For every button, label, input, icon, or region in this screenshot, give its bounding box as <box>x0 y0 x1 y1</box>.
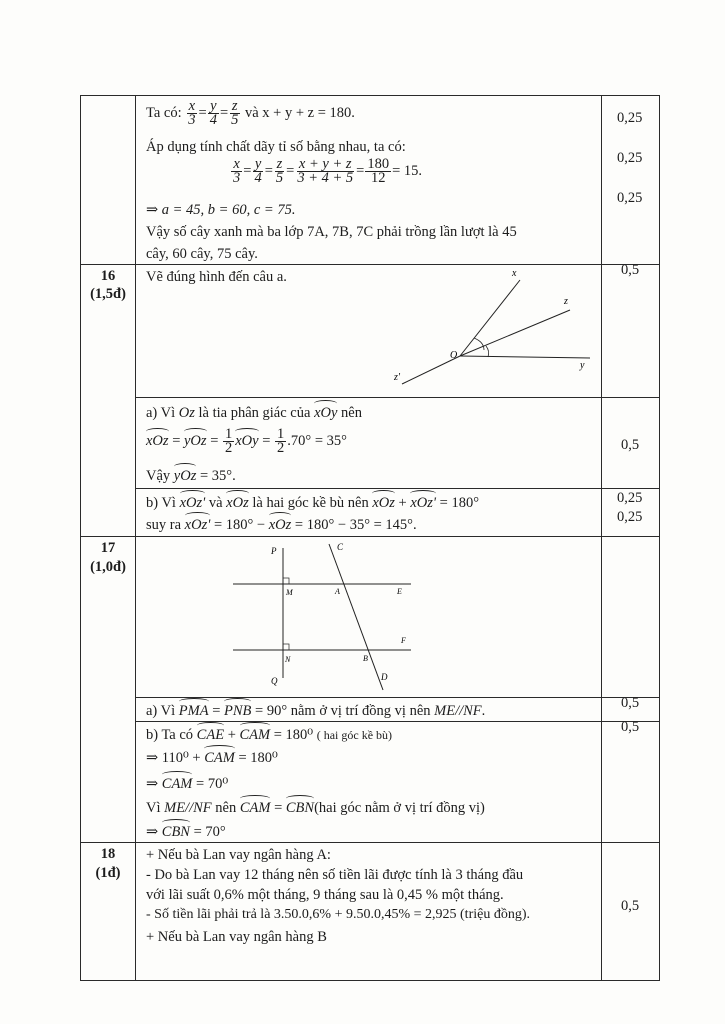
r15-score-2: 0,25 <box>617 150 643 166</box>
q16-intro: Vẽ đúng hình đến câu a. <box>146 269 287 285</box>
q16b-line2: suy ra xOz' = 180° − xOz = 180° − 35° = 145°. <box>146 517 417 533</box>
label-o: O <box>450 350 458 361</box>
r15-line3: $\frac{x}{3}$ = $\frac{y}{4}$ = $\frac{z}{5}$ = $\frac{x + y + z}{3 + 4 + 5}$ = $\frac{180}{12}$ = 15. <box>233 156 423 186</box>
r15-line1: Ta có: $\frac{x}{3}$ = $\frac{y}{4}$ = $\frac{z}{5}$ và x + y + z = 180. <box>146 98 355 128</box>
r15-line4: ⇒ a = 45, b = 60, c = 75. <box>146 202 296 218</box>
q17b-line4: Vì ME//NF nên CAM = CBN(hai góc nằm ở vị trí đồng vị) <box>146 800 485 816</box>
q17-number: 17 <box>100 540 116 556</box>
q16b-score-2: 0,25 <box>617 509 643 525</box>
label-a: A <box>335 587 340 596</box>
label-m: M <box>286 588 293 597</box>
row-divider-16b <box>135 488 660 489</box>
r15-line2: Áp dụng tính chất dãy tỉ số bằng nhau, ta có: <box>146 139 406 155</box>
q18-number: 18 <box>100 846 116 862</box>
q16a-line1: a) Vì Oz là tia phân giác của xOy nên <box>146 405 362 421</box>
frac-x-3: $\frac{x}{3}$ <box>188 98 196 128</box>
q17b-line1: b) Ta có CAE + CAM = 180⁰ ( hai góc kề bù) <box>146 727 393 743</box>
table-border-bottom <box>80 980 660 981</box>
q18-line5: + Nếu bà Lan vay ngân hàng B <box>146 929 327 945</box>
label-n: N <box>285 655 291 664</box>
q17a-line: a) Vì PMA = PNB = 90° nằm ở vị trí đồng vị nên ME//NF. <box>146 703 486 719</box>
table-col-divider-1 <box>135 95 136 981</box>
right-angle-m <box>283 578 289 584</box>
row-divider-18 <box>80 842 660 843</box>
row-divider-16a <box>135 397 660 398</box>
q16-intro-score: 0,5 <box>621 262 640 278</box>
table-border-top <box>80 95 660 96</box>
r15-score-1: 0,25 <box>617 110 643 126</box>
frac-180-12: $\frac{180}{12}$ <box>367 156 390 186</box>
label-z: z <box>564 296 568 307</box>
line-cd <box>329 544 383 690</box>
q18-score: 0,5 <box>621 898 640 914</box>
label-b: B <box>363 654 368 663</box>
q17b-line5: ⇒ CBN = 70° <box>146 824 226 840</box>
q18-line1: + Nếu bà Lan vay ngân hàng A: <box>146 847 331 863</box>
q16a-score: 0,5 <box>621 437 640 453</box>
q18-line2: - Do bà Lan vay 12 tháng nên số tiền lãi được tính là 3 tháng đầu <box>146 867 524 883</box>
label-y: y <box>580 360 585 371</box>
row-divider-17 <box>80 536 660 537</box>
q18-line3: với lãi suất 0,6% một tháng, 9 tháng sau là 0,45 % một tháng. <box>146 887 504 903</box>
right-angle-n <box>283 644 289 650</box>
ray-ox <box>460 280 520 356</box>
row-divider-17a <box>135 697 660 698</box>
q16b-score-1: 0,25 <box>617 490 643 506</box>
q17a-score: 0,5 <box>621 695 640 711</box>
frac-y-4: $\frac{y}{4}$ <box>209 98 217 128</box>
label-e: E <box>397 587 402 596</box>
label-c: C <box>337 542 344 552</box>
row-divider-16 <box>80 264 660 265</box>
label-zp: z' <box>394 372 401 383</box>
q18-points: (1đ) <box>95 865 121 881</box>
q16b-line1: b) Vì xOz' và xOz là hai góc kề bù nên xOz + xOz' = 180° <box>146 495 479 511</box>
q17-parallel-figure <box>225 538 425 696</box>
r15-line5: Vậy số cây xanh mà ba lớp 7A, 7B, 7C phải trồng lần lượt là 45 <box>146 224 517 240</box>
table-border-left <box>80 95 81 981</box>
q17b-line3: ⇒ CAM = 70⁰ <box>146 776 229 792</box>
ray-oy <box>460 356 590 358</box>
r15-line6: cây, 60 cây, 75 cây. <box>146 246 258 262</box>
label-d: D <box>381 672 388 682</box>
table-col-divider-2 <box>601 95 602 981</box>
label-q: Q <box>271 676 278 686</box>
q16-number: 16 <box>100 268 116 284</box>
q18-line4: - Số tiền lãi phải trả là 3.50.0,6% + 9.50.0,45% = 2,925 (triệu đồng). <box>146 907 531 922</box>
q16-angle-figure <box>380 268 600 392</box>
table-border-right <box>659 95 660 981</box>
r15-suffix: và x + y + z = 180. <box>245 104 355 121</box>
ray-oz <box>460 310 570 356</box>
angle-mark-zoy <box>486 346 489 357</box>
q16a-line2: xOz = yOz = $\frac{1}{2}$ xOy = $\frac{1}{2}$ .70° = 35° <box>146 426 347 456</box>
r15-prefix: Ta có: <box>146 104 182 121</box>
label-x: x <box>512 268 517 279</box>
r15-score-3: 0,25 <box>617 190 643 206</box>
frac-sum: $\frac{x + y + z}{3 + 4 + 5}$ <box>297 156 354 186</box>
frac-z-5: $\frac{z}{5}$ <box>231 98 239 128</box>
label-f: F <box>401 636 406 645</box>
q17b-score: 0,5 <box>621 719 640 735</box>
q17-points: (1,0đ) <box>90 559 126 575</box>
q17b-line2: ⇒ 110⁰ + CAM = 180⁰ <box>146 750 278 766</box>
q16-points: (1,5đ) <box>90 286 126 302</box>
label-p: P <box>271 546 277 556</box>
q16a-line3: Vậy yOz = 35°. <box>146 468 236 484</box>
